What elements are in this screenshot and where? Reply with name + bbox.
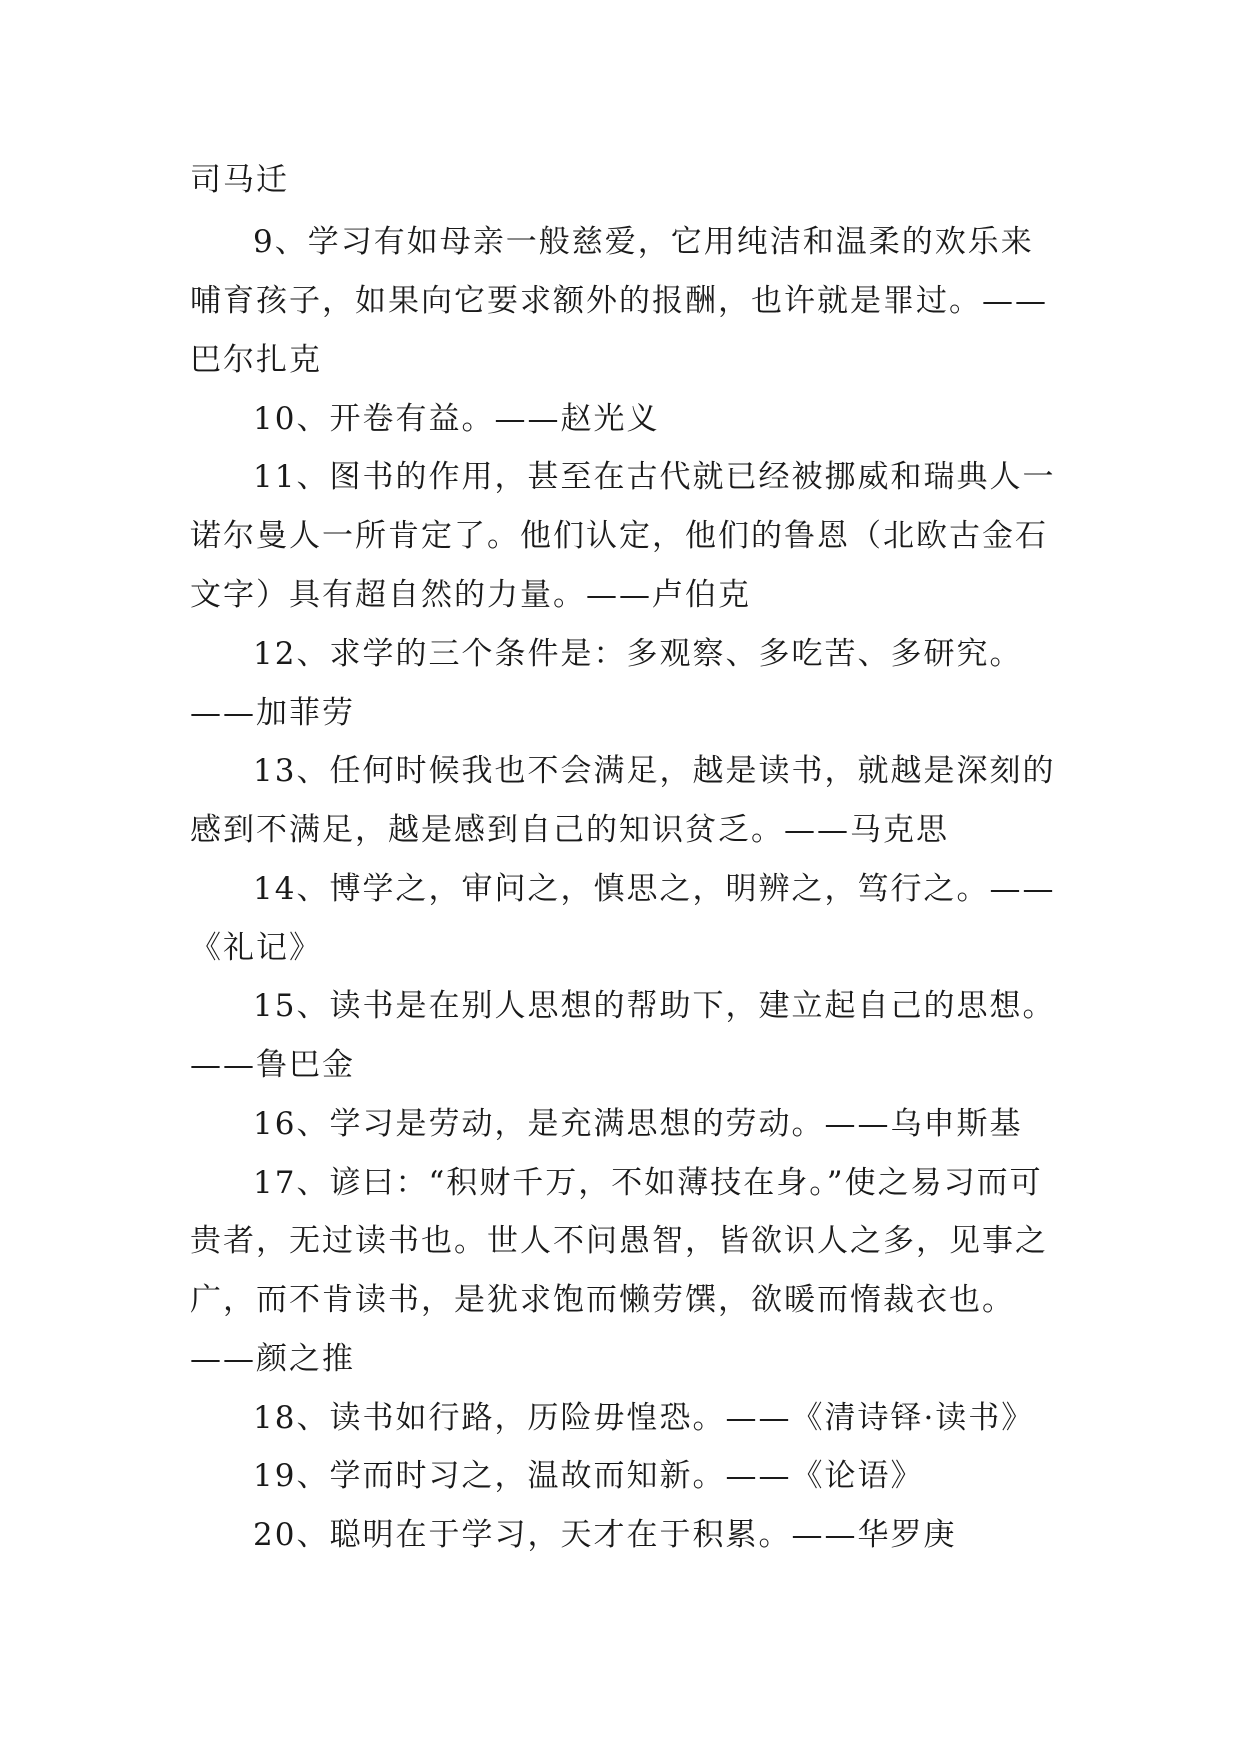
text-line: 哺育孩子，如果向它要求额外的报酬，也许就是罪过。—— xyxy=(190,283,1048,319)
text-line: 《礼记》 xyxy=(190,930,322,966)
quote-9-start: 9、学习有如母亲一般慈爱，它用纯洁和温柔的欢乐来 xyxy=(253,224,1034,260)
text-line: 感到不满足，越是感到自己的知识贫乏。——马克思 xyxy=(190,812,949,848)
quote-19: 19、学而时习之，温故而知新。——《论语》 xyxy=(253,1458,924,1494)
text-line: 司马迁 xyxy=(190,162,289,198)
quote-14-start: 14、博学之，审问之，慎思之，明辨之，笃行之。—— xyxy=(253,871,1056,907)
text-line: ——加菲劳 xyxy=(190,695,355,731)
quote-13-start: 13、任何时候我也不会满足，越是读书，就越是深刻的 xyxy=(253,753,1056,789)
text-line: ——颜之推 xyxy=(190,1341,355,1377)
quote-16: 16、学习是劳动，是充满思想的劳动。——乌申斯基 xyxy=(253,1106,1023,1142)
quote-12-start: 12、求学的三个条件是：多观察、多吃苦、多研究。 xyxy=(253,636,1023,672)
text-line: 诺尔曼人一所肯定了。他们认定，他们的鲁恩（北欧古金石 xyxy=(190,518,1048,554)
quote-11-start: 11、图书的作用，甚至在古代就已经被挪威和瑞典人一 xyxy=(253,459,1056,495)
text-line: 文字）具有超自然的力量。——卢伯克 xyxy=(190,577,751,613)
quote-17-start: 17、谚曰：“积财千万，不如薄技在身。”使之易习而可 xyxy=(253,1165,1043,1201)
quote-18: 18、读书如行路，历险毋惶恐。——《清诗铎·读书》 xyxy=(253,1400,1035,1436)
quote-15-start: 15、读书是在别人思想的帮助下，建立起自己的思想。 xyxy=(253,988,1056,1024)
text-line: ——鲁巴金 xyxy=(190,1047,355,1083)
text-line: 贵者，无过读书也。世人不问愚智，皆欲识人之多，见事之 xyxy=(190,1223,1048,1259)
quote-10: 10、开卷有益。——赵光义 xyxy=(253,401,660,437)
text-line: 广，而不肯读书，是犹求饱而懒劳馔，欲暖而惰裁衣也。 xyxy=(190,1282,1015,1318)
quote-20: 20、聪明在于学习，天才在于积累。——华罗庚 xyxy=(253,1517,957,1553)
text-line: 巴尔扎克 xyxy=(190,342,322,378)
